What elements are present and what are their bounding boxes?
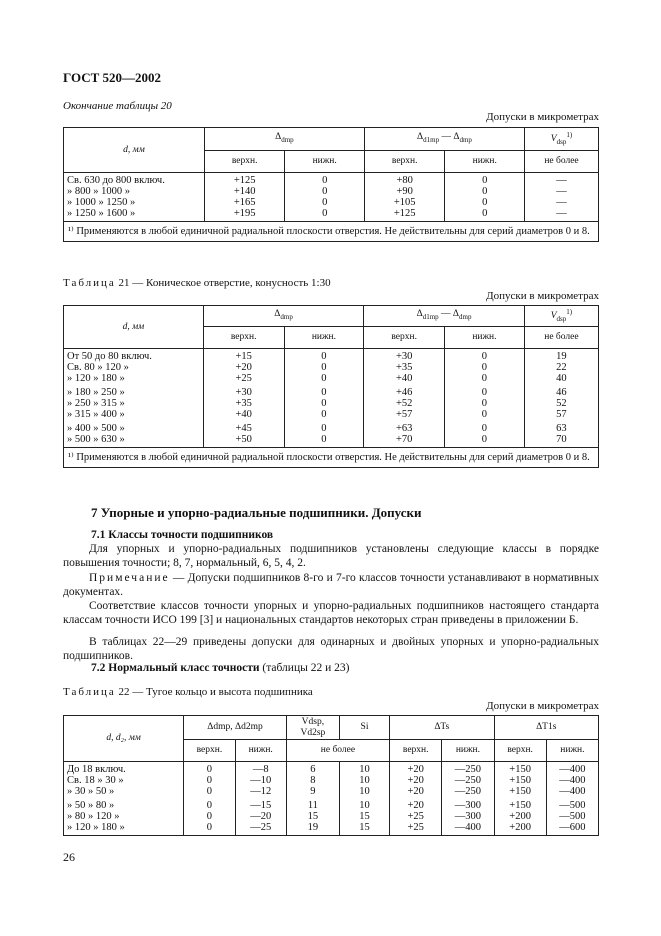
note-paragraph: Примечание — Допуски подшипников 8-го и 7-го классов точности устанавливают в нормативных документах. [63,572,599,598]
table-cell: +105 [393,197,416,208]
table-cell: +150 [509,775,531,786]
table-cell: +125 [393,208,416,219]
table-cell: 9 [310,786,316,797]
table-cell: +20 [407,786,424,797]
col-d-header: d, d₂, мм [64,716,184,762]
lower-label: нижн. [442,740,494,762]
table-21 [63,305,599,468]
table-cell: 10 [359,775,370,786]
data-column [390,762,442,836]
table-cell: 0 [482,208,488,219]
table-cell: 0 [321,434,327,445]
table-cell: 15 [307,811,319,822]
page-number: 26 [63,850,75,864]
data-column [524,173,598,222]
table-cell: » 1000 » 1250 » [67,197,136,208]
table-cell: 0 [481,387,488,398]
table-cell: 10 [359,786,370,797]
table-cell: 0 [321,423,327,434]
table21-caption: Таблица 21 — Коническое отверстие, конусность 1:30 [63,277,331,289]
table-cell: —12 [250,786,272,797]
table-cell: +35 [395,362,413,373]
table-cell: +195 [233,208,256,219]
table-cell: 57 [556,409,567,420]
lower-label: нижн. [284,327,364,349]
table-cell: —300 [454,800,482,811]
table-cell: » 400 » 500 » [67,423,125,434]
upper-label: верхн. [494,740,546,762]
table-cell: 52 [556,398,567,409]
data-column [445,349,525,448]
table-cell: +30 [395,351,413,362]
table-cell: —15 [250,800,272,811]
lower-label: нижн. [546,740,598,762]
data-column [442,762,494,836]
table-cell: 40 [556,373,567,384]
table-cell: 0 [322,175,328,186]
table-cell: 0 [206,786,213,797]
table-cell: Св. 80 » 120 » [67,362,129,373]
table-cell: 0 [482,175,488,186]
table-cell: —300 [454,811,482,822]
section-7-1-title: 7.1 Классы точности подшипников [91,529,274,541]
data-column [286,762,339,836]
table-cell: 0 [482,197,488,208]
max-label: не более [524,151,598,173]
lower-label: нижн. [285,151,365,173]
col-d1mp-header: $\Delta_{d1mp}$ — $\Delta_{dmp}$ [364,128,524,151]
table-cell: +150 [509,800,531,811]
table-cell: 0 [482,186,488,197]
table-cell: » 800 » 1000 » [67,186,130,197]
table-cell: +35 [235,398,252,409]
data-column [204,173,285,222]
col-dmp-header: $\Delta_{dmp}$ [203,306,364,327]
table-cell: 0 [206,822,213,833]
table-cell: —25 [250,822,272,833]
table-cell: 10 [359,800,370,811]
table-cell: 0 [321,387,327,398]
upper-label: верхн. [184,740,235,762]
table-cell: 0 [481,351,488,362]
table-cell: 0 [321,351,327,362]
table-cell: 0 [321,362,327,373]
col-t1s-header: ΔT1s [494,716,599,740]
table-cell: 46 [556,387,567,398]
table-cell: 0 [322,208,328,219]
table-cell: 0 [206,811,213,822]
col-vdsp-header: Vdsp, Vd2sp [286,716,339,740]
table-cell: +20 [407,764,424,775]
table-22 [63,715,599,836]
table-cell: —20 [250,811,272,822]
data-column [203,349,284,448]
d-column [64,762,184,836]
table20-caption: Окончание таблицы 20 [63,100,172,112]
table-cell: Св. 630 до 800 включ. [67,175,165,186]
table22-units: Допуски в микрометрах [486,700,599,712]
d-column [64,173,205,222]
table-cell: +165 [233,197,256,208]
table-cell: —250 [454,764,482,775]
table-cell: » 1250 » 1600 » [67,208,136,219]
upper-label: верхн. [364,151,445,173]
table-cell: —500 [559,800,586,811]
table-cell: 15 [359,811,370,822]
table-cell: 10 [359,764,370,775]
table-cell: — [556,175,567,186]
document-header: ГОСТ 520—2002 [63,70,162,85]
table-cell: » 120 » 180 » [67,373,125,384]
col-si-header: Si [339,716,389,740]
d-column [64,349,204,448]
table-cell: 0 [206,764,213,775]
table-cell: +90 [396,186,413,197]
data-column [284,349,364,448]
table20-footnote: ¹⁾ Применяются в любой единичной радиальной плоскости отверстия. Не действительны для серий диаметров 0 и 8. [64,222,599,242]
data-column [285,173,365,222]
col-vdsp-header: $V_{dsp}^{1)}$ [524,306,598,327]
table-20 [63,127,599,242]
paragraph-correspondence: Соответствие классов точности упорных и упорно-радиальных подшипников настоящего стандарта классам точности ИСО 199 [3] и национальных стандартов некоторых стран приведены в приложении Б. [63,600,599,626]
table-cell: 0 [321,398,327,409]
table-cell: —400 [559,786,586,797]
data-column [235,762,286,836]
table-cell: +46 [395,387,413,398]
table-cell: +25 [235,373,252,384]
data-column [364,173,445,222]
table-cell: +150 [509,786,531,797]
max-label: не более [286,740,389,762]
upper-label: верхн. [204,151,285,173]
upper-label: верхн. [203,327,284,349]
table-cell: —400 [559,764,586,775]
table-cell: —400 [454,822,482,833]
table-cell: +52 [395,398,413,409]
table-cell: 15 [359,822,370,833]
table-cell: » 30 » 50 » [67,786,115,797]
table-cell: 0 [481,409,488,420]
table-cell: +20 [407,800,424,811]
section-7-title: 7 Упорные и упорно-радиальные подшипники. Допуски [91,505,422,520]
table-cell: 0 [206,775,213,786]
col-d1mp-header: $\Delta_{d1mp}$ — $\Delta_{dmp}$ [364,306,525,327]
table-cell: 0 [481,398,488,409]
table-cell: 19 [307,822,319,833]
table-cell: 0 [481,434,488,445]
table-cell: 0 [322,197,328,208]
table-cell: — [556,197,567,208]
table-cell: —250 [454,786,482,797]
lower-label: нижн. [235,740,286,762]
table-cell: +63 [395,423,413,434]
data-column [445,173,525,222]
table-cell: 11 [307,800,318,811]
data-column [339,762,389,836]
table-cell: +40 [395,373,413,384]
table-cell: 0 [321,373,327,384]
table-cell: +70 [395,434,413,445]
table-cell: —10 [250,775,272,786]
lower-label: нижн. [445,327,525,349]
table-cell: 8 [310,775,316,786]
col-d-header: d, мм [64,306,204,349]
table-cell: 0 [322,186,328,197]
table-cell: +125 [233,175,256,186]
table-cell: 0 [206,800,213,811]
data-column [546,762,598,836]
table-cell: +50 [235,434,252,445]
table-cell: » 500 » 630 » [67,434,125,445]
table-cell: +40 [235,409,252,420]
data-column [184,762,235,836]
table-cell: Св. 18 » 30 » [67,775,124,786]
table-cell: +57 [395,409,413,420]
section-7-2-title: 7.2 Нормальный класс точности (таблицы 22 и 23) [91,662,350,674]
table-cell: От 50 до 80 включ. [67,351,152,362]
table-cell: —8 [252,764,269,775]
table-cell: — [556,208,567,219]
table-cell: +45 [235,423,252,434]
table-cell: +30 [235,387,252,398]
upper-label: верхн. [390,740,442,762]
table-cell: +80 [396,175,413,186]
data-column [524,349,598,448]
table-cell: +200 [509,811,531,822]
table-cell: —250 [454,775,482,786]
table-cell: —600 [559,822,586,833]
table-cell: 63 [556,423,567,434]
table-cell: +200 [509,822,531,833]
table-cell: » 250 » 315 » [67,398,125,409]
table-cell: +15 [235,351,252,362]
table-cell: +20 [407,775,424,786]
table-cell: 0 [481,423,488,434]
table-cell: +25 [407,822,424,833]
table-cell: +25 [407,811,424,822]
table-cell: +20 [235,362,252,373]
paragraph-tables-ref: В таблицах 22—29 приведены допуски для одинарных и двойных упорных и упорно-радиальных подшипников. [63,636,599,662]
table-cell: 0 [321,409,327,420]
table-cell: » 50 » 80 » [67,800,115,811]
col-vdsp-header: $V_{dsp}^{1)}$ [524,128,598,151]
table22-caption: Таблица 22 — Тугое кольцо и высота подшипника [63,686,313,698]
table-cell: +140 [233,186,256,197]
table-cell: 0 [481,362,488,373]
table-cell: 70 [556,434,567,445]
table-cell: —400 [559,775,586,786]
table-cell: 6 [310,764,316,775]
table-cell: — [556,186,567,197]
table20-units: Допуски в микрометрах [486,111,599,123]
upper-label: верхн. [364,327,445,349]
table-cell: +150 [509,764,531,775]
max-label: не более [524,327,598,349]
table21-units: Допуски в микрометрах [486,290,599,302]
table-cell: До 18 включ. [67,764,126,775]
table-cell: » 315 » 400 » [67,409,125,420]
col-d-header: d, мм [64,128,205,173]
col-dmp-header: Δdmp, Δd2mp [184,716,287,740]
table-cell: » 80 » 120 » [67,811,120,822]
table-cell: 19 [556,351,567,362]
data-column [494,762,546,836]
table-cell: 22 [556,362,567,373]
lower-label: нижн. [445,151,525,173]
paragraph-classes: Для упорных и упорно-радиальных подшипников установлены следующие классы в порядке повышения точности; 8, 7, нормальный, 6, 5, 4, 2. [63,543,599,569]
table21-footnote: ¹⁾ Применяются в любой единичной радиальной плоскости отверстия. Не действительны для серий диаметров 0 и 8. [64,448,599,468]
table-cell: —500 [559,811,586,822]
col-ts-header: ΔTs [390,716,494,740]
data-column [364,349,445,448]
table-cell: 0 [481,373,488,384]
table-cell: » 120 » 180 » [67,822,125,833]
table-cell: » 180 » 250 » [67,387,125,398]
col-dmp-header: $\Delta_{dmp}$ [204,128,364,151]
